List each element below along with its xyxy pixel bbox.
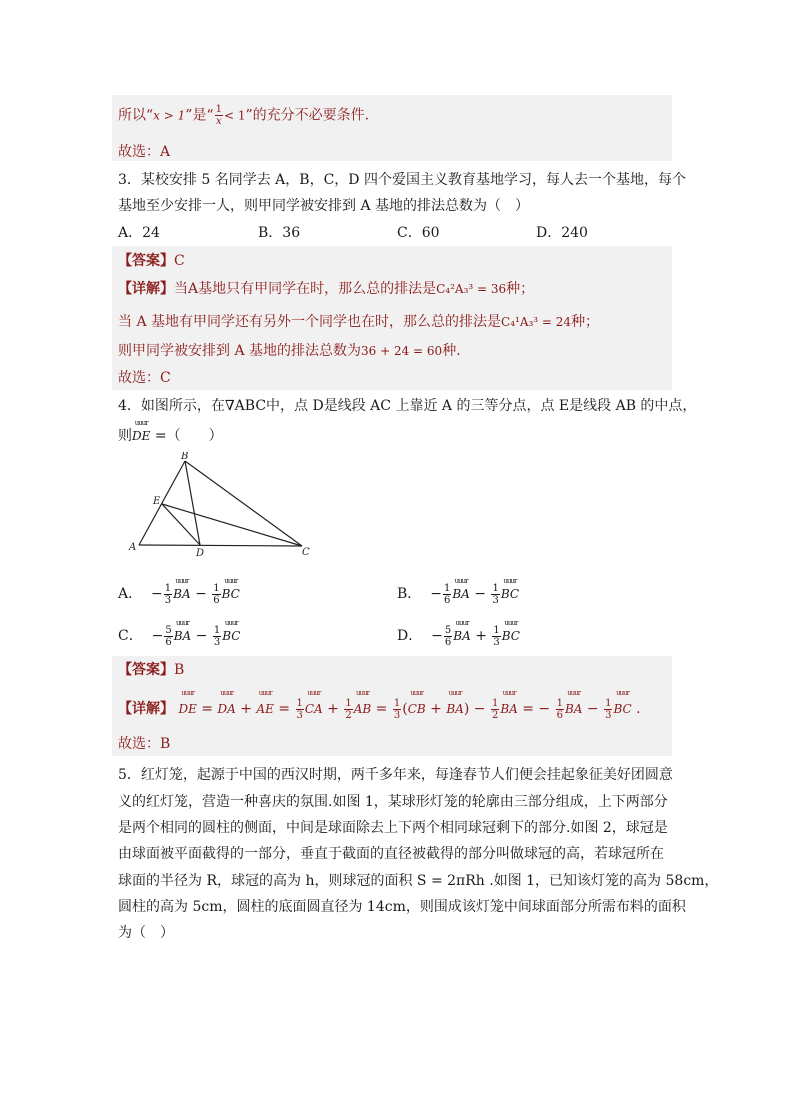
segment-BD	[185, 461, 200, 545]
q4-answer: 【答案】B	[118, 662, 185, 678]
q3-option-d: D．240	[536, 225, 588, 241]
q3-detail-line3: 则甲同学被安排到 A 基地的排法总数为36 + 24 = 60种.	[118, 343, 461, 359]
q4-choose: 故选：B	[118, 736, 171, 752]
q4-option-b: B． − $\frac{1}{6}$ uuur BA − $\frac{1}{3}$ uuur BC	[397, 577, 520, 606]
q3-choose: 故选：C	[118, 370, 171, 386]
q3-stem-line2: 基地至少安排一人，则甲同学被安排到 A 基地的排法总数为（ ）	[118, 198, 530, 214]
q3-answer: 【答案】C	[118, 253, 185, 269]
q5-line4: 由球面被平面截得的一部分，垂直于截面的直径被截得的部分叫做球冠的高，若球冠所在	[118, 846, 664, 862]
label-A: A	[129, 542, 137, 553]
q3-detail-line1: 【详解】当A基地只有甲同学在时，那么总的排法是C₄²A₃³ = 36种；	[118, 281, 535, 297]
q3-detail-line2: 当 A 基地有甲同学还有另外一个同学也在时，那么总的排法是C₄¹A₃³ = 24种；	[118, 314, 600, 330]
q4-option-d: D． − $\frac{5}{6}$ uuur BA + $\frac{1}{3}$ uuur BC	[397, 619, 520, 648]
q3-option-a: A．24	[118, 225, 160, 241]
q2-conclusion: 所以“x > 1”是“ $\frac{1}{x}$ < 1”的充分不必要条件.	[118, 104, 370, 127]
q2-answer-line: 故选：A	[118, 144, 171, 160]
label-E: E	[153, 496, 161, 507]
label-C: C	[302, 547, 310, 558]
q5-line2: 义的红灯笼，营造一种喜庆的氛围.如图 1，某球形灯笼的轮廓由三部分组成，上下两部分	[118, 794, 668, 810]
q4-detail: 【详解】 uuur DE = uuur DA + uuur AE = $\frac{1}{3}$ uuur CA + $\frac{1}{2}$ uuur AB = $\frac{1}{3}$ ( uuur CB + uuur BA) − $\frac{1}{2}$ uuur BA = − $\frac{1}{6}$ uuur BA − $\frac{1}{3}$ uuur BC .	[118, 689, 641, 721]
q3-option-c: C．60	[397, 225, 440, 241]
label-D: D	[196, 548, 205, 559]
q5-line6: 圆柱的高为 5cm，圆柱的底面圆直径为 14cm，则围成该灯笼中间球面部分所需布料的面积	[118, 899, 686, 915]
segment-BC	[185, 461, 302, 546]
q5-line1: 5．红灯笼，起源于中国的西汉时期，两千多年来，每逢春节人们便会挂起象征美好团圆意	[118, 767, 673, 783]
segment-AC	[139, 545, 302, 546]
segment-EC	[162, 504, 302, 546]
q5-line5: 球面的半径为 R，球冠的高为 h，则球冠的面积 S = 2πRh .如图 1，已知该灯笼的高为 58cm，	[118, 873, 719, 889]
q4-option-c: C． − $\frac{5}{6}$ uuur BA − $\frac{1}{3}$ uuur BC	[118, 619, 241, 648]
segment-AB	[139, 461, 185, 545]
q5-line3: 是两个相同的圆柱的侧面，中间是球面除去上下两个相同球冠剩下的部分.如图 2，球冠是	[118, 820, 668, 836]
q4-stem-line2: 则 uuur DE =（ ）	[118, 419, 223, 444]
q3-stem-line1: 3．某校安排 5 名同学去 A，B，C，D 四个爱国主义教育基地学习，每人去一个基地，每个	[118, 172, 686, 188]
q4-option-a: A． − $\frac{1}{3}$ uuur BA − $\frac{1}{6}$ uuur BC	[118, 577, 240, 606]
q3-option-b: B．36	[258, 225, 301, 241]
label-B: B	[181, 452, 189, 462]
q4-stem-line1: 4．如图所示，在∇ABC中，点 D是线段 AC 上靠近 A 的三等分点，点 E是线段 AB 的中点，	[118, 398, 697, 414]
triangle-figure	[125, 452, 325, 562]
q5-line7: 为（ ）	[118, 925, 174, 941]
